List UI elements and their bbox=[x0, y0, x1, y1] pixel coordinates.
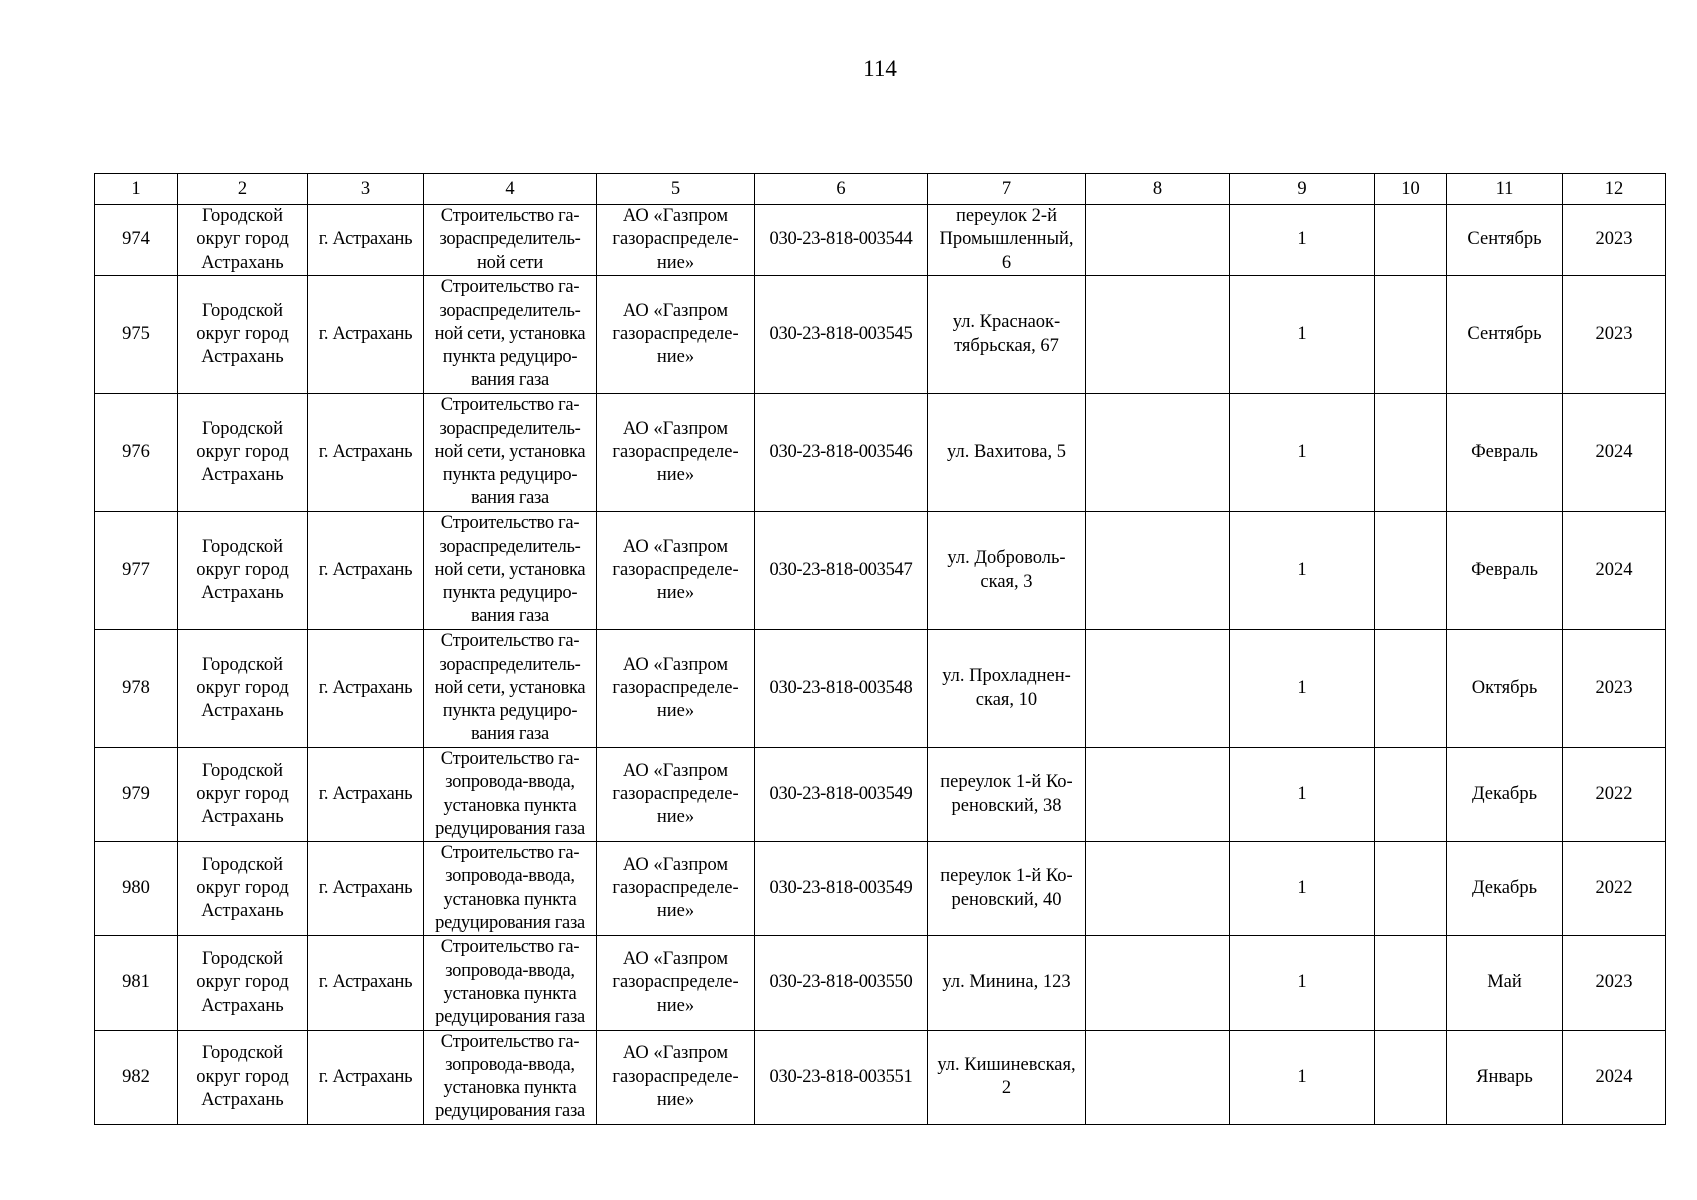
row-number: 975 bbox=[95, 276, 178, 394]
object-code: 030-23-818-003549 bbox=[755, 842, 928, 936]
address-line: реновский, 40 bbox=[951, 889, 1062, 910]
organization-line: газораспределе- bbox=[612, 878, 739, 899]
address bbox=[928, 1030, 1086, 1124]
organization-line: ние» bbox=[656, 807, 695, 828]
organization-line: АО «Газпром bbox=[622, 206, 729, 227]
column-8-value bbox=[1086, 205, 1230, 276]
municipal-district-line: округ город bbox=[196, 323, 289, 344]
municipal-district bbox=[178, 842, 308, 936]
object-code: 030-23-818-003548 bbox=[755, 630, 928, 748]
column-8-value bbox=[1086, 512, 1230, 630]
column-9-value: 1 bbox=[1230, 936, 1375, 1030]
work-description-line: установка пункта bbox=[443, 795, 577, 816]
column-10-value bbox=[1375, 748, 1447, 842]
work-description-line: Строительство га- bbox=[440, 631, 580, 652]
organization-line: АО «Газпром bbox=[622, 536, 729, 557]
table-body bbox=[95, 205, 1666, 1125]
work-description-line: Строительство га- bbox=[440, 749, 580, 769]
municipal-district-line: Астрахань bbox=[201, 583, 284, 604]
table-row bbox=[95, 630, 1666, 748]
month: Декабрь bbox=[1447, 748, 1563, 842]
work-description-line: вания газа bbox=[471, 488, 549, 509]
address-line: ская, 10 bbox=[975, 689, 1038, 710]
organization-line: ние» bbox=[656, 1089, 695, 1110]
organization-line: газораспределе- bbox=[612, 441, 739, 462]
row-number: 977 bbox=[95, 512, 178, 630]
month: Февраль bbox=[1447, 512, 1563, 630]
column-9-value: 1 bbox=[1230, 205, 1375, 276]
page-number: 114 bbox=[863, 56, 897, 81]
municipal-district bbox=[178, 512, 308, 630]
address-line: 2 bbox=[1001, 1078, 1012, 1099]
municipal-district-line: Городской bbox=[201, 418, 284, 439]
year: 2024 bbox=[1563, 1030, 1666, 1124]
month: Сентябрь bbox=[1447, 276, 1563, 394]
column-header-9: 9 bbox=[1230, 174, 1375, 205]
column-10-value bbox=[1375, 1030, 1447, 1124]
work-description-line: установка пункта bbox=[443, 1078, 577, 1099]
year: 2023 bbox=[1563, 205, 1666, 276]
object-code: 030-23-818-003551 bbox=[755, 1030, 928, 1124]
work-description-line: Строительство га- bbox=[440, 937, 580, 958]
row-number: 978 bbox=[95, 630, 178, 748]
municipal-district-line: Астрахань bbox=[201, 701, 284, 722]
address-line: Промышленный, bbox=[939, 229, 1074, 250]
work-description-line: вания газа bbox=[471, 370, 549, 391]
column-8-value bbox=[1086, 842, 1230, 936]
organization-line: АО «Газпром bbox=[622, 1043, 729, 1064]
organization-line: АО «Газпром bbox=[622, 418, 729, 439]
work-description bbox=[424, 936, 597, 1030]
year: 2024 bbox=[1563, 394, 1666, 512]
column-header-5: 5 bbox=[597, 174, 755, 205]
column-9-value: 1 bbox=[1230, 748, 1375, 842]
municipal-district-line: Городской bbox=[201, 1043, 284, 1064]
municipal-district bbox=[178, 748, 308, 842]
row-number: 979 bbox=[95, 748, 178, 842]
address-line: ул. Краснаок- bbox=[952, 312, 1061, 333]
organization bbox=[597, 842, 755, 936]
column-8-value bbox=[1086, 276, 1230, 394]
organization bbox=[597, 748, 755, 842]
work-description bbox=[424, 1030, 597, 1124]
address-line: переулок 1-й Ко- bbox=[940, 866, 1073, 887]
object-code: 030-23-818-003546 bbox=[755, 394, 928, 512]
organization-line: ние» bbox=[656, 252, 695, 273]
column-9-value: 1 bbox=[1230, 276, 1375, 394]
organization-line: газораспределе- bbox=[612, 783, 739, 804]
municipal-district-line: Городской bbox=[201, 854, 284, 875]
work-description-line: пункта редуциро- bbox=[442, 465, 578, 486]
year: 2022 bbox=[1563, 748, 1666, 842]
address-line: ул. Вахитова, 5 bbox=[947, 441, 1066, 462]
municipal-district-line: Астрахань bbox=[201, 901, 284, 922]
municipal-district-line: Городской bbox=[201, 654, 284, 675]
organization-line: ние» bbox=[656, 901, 695, 922]
column-9-value: 1 bbox=[1230, 630, 1375, 748]
row-number: 980 bbox=[95, 842, 178, 936]
address-line: ул. Минина, 123 bbox=[942, 972, 1071, 993]
organization-line: газораспределе- bbox=[612, 229, 739, 250]
column-10-value bbox=[1375, 842, 1447, 936]
address-line: ул. Кишиневская, bbox=[937, 1054, 1076, 1075]
settlement: г. Астрахань bbox=[308, 276, 424, 394]
work-description-line: Строительство га- bbox=[440, 513, 580, 534]
row-number: 982 bbox=[95, 1030, 178, 1124]
organization-line: газораспределе- bbox=[612, 972, 739, 993]
column-8-value bbox=[1086, 394, 1230, 512]
organization-line: АО «Газпром bbox=[622, 949, 729, 970]
work-description bbox=[424, 842, 597, 936]
work-description-line: редуцирования газа bbox=[435, 818, 585, 839]
table-row bbox=[95, 748, 1666, 842]
municipal-district-line: Городской bbox=[201, 536, 284, 557]
address-line: реновский, 38 bbox=[951, 795, 1062, 816]
work-description-line: зораспределитель- bbox=[439, 418, 581, 439]
municipal-district-line: Городской bbox=[201, 760, 284, 781]
month: Февраль bbox=[1447, 394, 1563, 512]
organization-line: ние» bbox=[656, 701, 695, 722]
organization-line: АО «Газпром bbox=[622, 654, 729, 675]
municipal-district-line: округ город bbox=[196, 441, 289, 462]
month: Сентябрь bbox=[1447, 205, 1563, 276]
address-line: ул. Прохладнен- bbox=[942, 666, 1071, 687]
organization-line: АО «Газпром bbox=[622, 300, 729, 321]
work-description-line: Строительство га- bbox=[440, 843, 580, 864]
settlement: г. Астрахань bbox=[308, 512, 424, 630]
organization-line: ние» bbox=[656, 347, 695, 368]
organization-line: ние» bbox=[656, 583, 695, 604]
settlement: г. Астрахань bbox=[308, 205, 424, 276]
municipal-district-line: округ город bbox=[196, 972, 289, 993]
column-10-value bbox=[1375, 394, 1447, 512]
municipal-district-line: округ город bbox=[196, 559, 289, 580]
settlement: г. Астрахань bbox=[308, 1030, 424, 1124]
row-number: 974 bbox=[95, 205, 178, 276]
work-description-line: установка пункта bbox=[443, 983, 577, 1004]
address bbox=[928, 748, 1086, 842]
work-description bbox=[424, 748, 597, 842]
municipal-district-line: Городской bbox=[201, 300, 284, 321]
work-description-line: зораспределитель- bbox=[439, 229, 581, 250]
column-header-3: 3 bbox=[308, 174, 424, 205]
column-header-8: 8 bbox=[1086, 174, 1230, 205]
work-description-line: Строительство га- bbox=[440, 395, 580, 416]
organization bbox=[597, 512, 755, 630]
municipal-district-line: Городской bbox=[201, 206, 284, 227]
organization bbox=[597, 936, 755, 1030]
column-header-4: 4 bbox=[424, 174, 597, 205]
municipal-district-line: Астрахань bbox=[201, 347, 284, 368]
municipal-district-line: округ город bbox=[196, 229, 289, 250]
work-description bbox=[424, 512, 597, 630]
organization bbox=[597, 205, 755, 276]
municipal-district-line: округ город bbox=[196, 1066, 289, 1087]
row-number: 981 bbox=[95, 936, 178, 1030]
work-description-line: установка пункта bbox=[443, 889, 577, 910]
work-description-line: ной сети, установка bbox=[434, 441, 586, 462]
organization bbox=[597, 630, 755, 748]
object-code: 030-23-818-003544 bbox=[755, 205, 928, 276]
work-description-line: зораспределитель- bbox=[439, 300, 581, 321]
column-10-value bbox=[1375, 512, 1447, 630]
organization-line: газораспределе- bbox=[612, 559, 739, 580]
table-row bbox=[95, 936, 1666, 1030]
organization-line: ние» bbox=[656, 465, 695, 486]
organization-line: АО «Газпром bbox=[622, 854, 729, 875]
organization-line: АО «Газпром bbox=[622, 760, 729, 781]
month: Октябрь bbox=[1447, 630, 1563, 748]
work-description-line: Строительство га- bbox=[440, 206, 580, 227]
work-description-line: вания газа bbox=[471, 606, 549, 627]
work-description-line: вания газа bbox=[471, 724, 549, 745]
object-code: 030-23-818-003550 bbox=[755, 936, 928, 1030]
column-header-10: 10 bbox=[1375, 174, 1447, 205]
work-description-line: пункта редуциро- bbox=[442, 347, 578, 368]
settlement: г. Астрахань bbox=[308, 842, 424, 936]
municipal-district-line: Астрахань bbox=[201, 465, 284, 486]
municipal-district bbox=[178, 394, 308, 512]
column-header-11: 11 bbox=[1447, 174, 1563, 205]
organization-line: газораспределе- bbox=[612, 1066, 739, 1087]
address bbox=[928, 205, 1086, 276]
organization bbox=[597, 1030, 755, 1124]
object-code: 030-23-818-003549 bbox=[755, 748, 928, 842]
table-row bbox=[95, 276, 1666, 394]
settlement: г. Астрахань bbox=[308, 936, 424, 1030]
municipal-district-line: округ город bbox=[196, 783, 289, 804]
settlement: г. Астрахань bbox=[308, 394, 424, 512]
municipal-district-line: Астрахань bbox=[201, 1089, 284, 1110]
work-description-line: Строительство га- bbox=[440, 1031, 580, 1052]
column-header-7: 7 bbox=[928, 174, 1086, 205]
work-description-line: ной сети, установка bbox=[434, 559, 586, 580]
work-description-line: Строительство га- bbox=[440, 277, 580, 298]
work-description bbox=[424, 394, 597, 512]
column-9-value: 1 bbox=[1230, 1030, 1375, 1124]
header-row bbox=[95, 174, 1666, 205]
year: 2023 bbox=[1563, 630, 1666, 748]
work-description-line: редуцирования газа bbox=[435, 1101, 585, 1122]
work-description bbox=[424, 630, 597, 748]
month: Май bbox=[1447, 936, 1563, 1030]
municipal-district bbox=[178, 1030, 308, 1124]
settlement: г. Астрахань bbox=[308, 630, 424, 748]
address bbox=[928, 936, 1086, 1030]
settlement: г. Астрахань bbox=[308, 748, 424, 842]
work-description-line: зопровода-ввода, bbox=[445, 1054, 575, 1075]
column-8-value bbox=[1086, 748, 1230, 842]
column-header-1: 1 bbox=[95, 174, 178, 205]
object-code: 030-23-818-003545 bbox=[755, 276, 928, 394]
address-line: переулок 1-й Ко- bbox=[940, 772, 1073, 793]
table-row bbox=[95, 512, 1666, 630]
organization-line: ние» bbox=[656, 995, 695, 1016]
column-9-value: 1 bbox=[1230, 842, 1375, 936]
municipal-district-line: Городской bbox=[201, 949, 284, 970]
month: Январь bbox=[1447, 1030, 1563, 1124]
row-number: 976 bbox=[95, 394, 178, 512]
address bbox=[928, 276, 1086, 394]
column-10-value bbox=[1375, 276, 1447, 394]
work-description-line: пункта редуциро- bbox=[442, 583, 578, 604]
table-header bbox=[95, 174, 1666, 205]
table-row bbox=[95, 205, 1666, 276]
column-header-2: 2 bbox=[178, 174, 308, 205]
column-9-value: 1 bbox=[1230, 394, 1375, 512]
work-description-line: зораспределитель- bbox=[439, 654, 581, 675]
work-description-line: редуцирования газа bbox=[435, 1007, 585, 1028]
organization-line: газораспределе- bbox=[612, 323, 739, 344]
work-description bbox=[424, 276, 597, 394]
column-header-6: 6 bbox=[755, 174, 928, 205]
address bbox=[928, 842, 1086, 936]
year: 2022 bbox=[1563, 842, 1666, 936]
organization bbox=[597, 394, 755, 512]
address-line: ул. Доброволь- bbox=[947, 548, 1066, 569]
address-line: 6 bbox=[1001, 252, 1012, 273]
column-9-value: 1 bbox=[1230, 512, 1375, 630]
year: 2024 bbox=[1563, 512, 1666, 630]
column-header-12: 12 bbox=[1563, 174, 1666, 205]
address-line: тябрьская, 67 bbox=[954, 335, 1059, 356]
object-code: 030-23-818-003547 bbox=[755, 512, 928, 630]
work-description-line: ной сети, установка bbox=[434, 323, 586, 344]
column-10-value bbox=[1375, 630, 1447, 748]
table-row bbox=[95, 842, 1666, 936]
year: 2023 bbox=[1563, 276, 1666, 394]
address-line: переулок 2-й bbox=[956, 206, 1057, 227]
municipal-district bbox=[178, 276, 308, 394]
year: 2023 bbox=[1563, 936, 1666, 1030]
municipal-district bbox=[178, 205, 308, 276]
work-description-line: ной сети, установка bbox=[434, 677, 586, 698]
work-description-line: зораспределитель- bbox=[439, 536, 581, 557]
organization-line: газораспределе- bbox=[612, 677, 739, 698]
municipal-district-line: округ город bbox=[196, 677, 289, 698]
address-line: ская, 3 bbox=[980, 571, 1033, 592]
column-10-value bbox=[1375, 205, 1447, 276]
table-row bbox=[95, 1030, 1666, 1124]
municipal-district-line: округ город bbox=[196, 878, 289, 899]
municipal-district-line: Астрахань bbox=[201, 252, 284, 273]
column-10-value bbox=[1375, 936, 1447, 1030]
address bbox=[928, 630, 1086, 748]
work-description-line: ной сети bbox=[477, 252, 543, 273]
column-8-value bbox=[1086, 1030, 1230, 1124]
municipal-district bbox=[178, 630, 308, 748]
column-8-value bbox=[1086, 630, 1230, 748]
address bbox=[928, 512, 1086, 630]
column-8-value bbox=[1086, 936, 1230, 1030]
table-row bbox=[95, 394, 1666, 512]
work-description-line: пункта редуциро- bbox=[442, 701, 578, 722]
work-description-line: зопровода-ввода, bbox=[445, 866, 575, 887]
work-description-line: редуцирования газа bbox=[435, 913, 585, 934]
municipal-district-line: Астрахань bbox=[201, 807, 284, 828]
registry-table bbox=[94, 173, 1666, 1125]
work-description-line: зопровода-ввода, bbox=[445, 960, 575, 981]
address bbox=[928, 394, 1086, 512]
month: Декабрь bbox=[1447, 842, 1563, 936]
organization bbox=[597, 276, 755, 394]
work-description bbox=[424, 205, 597, 276]
municipal-district-line: Астрахань bbox=[201, 995, 284, 1016]
municipal-district bbox=[178, 936, 308, 1030]
work-description-line: зопровода-ввода, bbox=[445, 772, 575, 793]
